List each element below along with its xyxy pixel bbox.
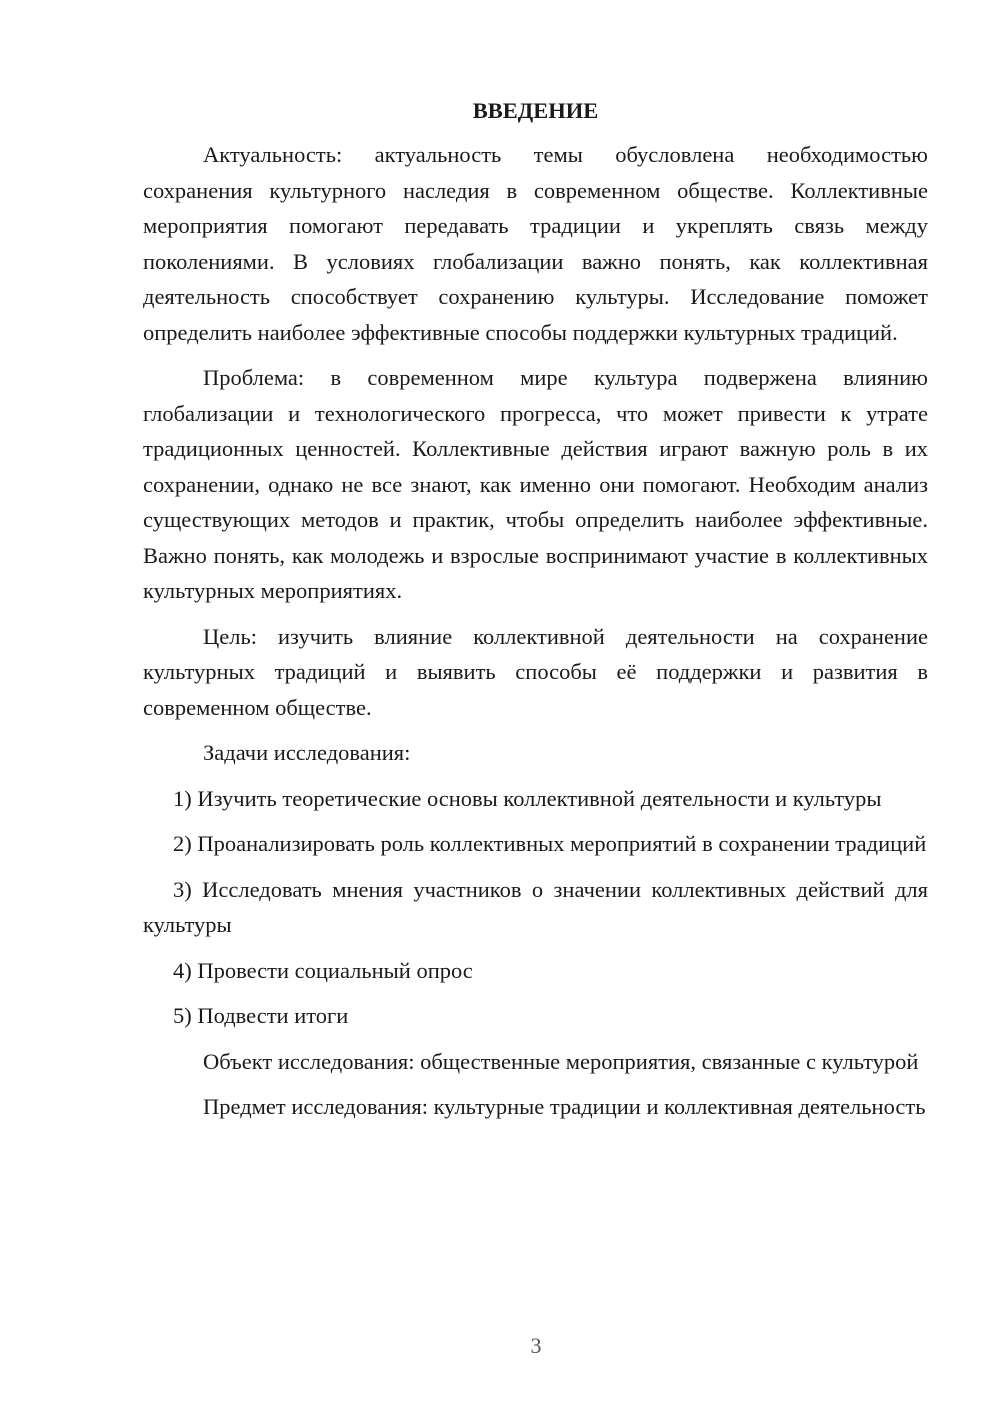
- page-content: [143, 95, 928, 1135]
- problem-paragraph: Проблема: в современном мире культура подвержена влиянию глобализации и технологического прогресса, что может привести к утрате традиционных ценностей. Коллективные действия играют важную роль в их сохранении, однако не все знают, как именно они помогают. Необходим анализ существующих методов и практик, чтобы определить наиболее эффективные. Важно понять, как молодежь и взрослые воспринимают участие в коллективных культурных мероприятиях.: [143, 365, 928, 603]
- task-item-2: 2) Проанализировать роль коллективных мероприятий в сохранении традиций: [173, 831, 927, 856]
- task-item-1: 1) Изучить теоретические основы коллективной деятельности и культуры: [173, 785, 882, 811]
- task-item-3: 3) Исследовать мнения участников о значении коллективных действий для культуры: [143, 876, 928, 937]
- page-number: 3: [530, 1333, 542, 1358]
- task-item-5: 5) Подвести итоги: [173, 1003, 349, 1028]
- page-title: ВВЕДЕНИЕ: [472, 98, 599, 123]
- research-subject-paragraph: Предмет исследования: культурные традиции и коллективная деятельность: [203, 1094, 926, 1119]
- research-object-paragraph: Объект исследования: общественные мероприятия, связанные с культурой: [203, 1048, 919, 1074]
- goal-paragraph: Цель: изучить влияние коллективной деятельности на сохранение культурных традиций и выявить способы её поддержки и развития в современном обществе.: [143, 623, 928, 720]
- relevance-paragraph: Актуальность: актуальность темы обусловлена необходимостью сохранения культурного наследия в современном обществе. Коллективные мероприятия помогают передавать традиции и укреплять связь между поколениями. В условиях глобализации важно понять, как коллективная деятельность способствует сохранению культуры. Исследование поможет определить наиболее эффективные способы поддержки культурных традиций.: [143, 142, 928, 345]
- tasks-heading: Задачи исследования:: [203, 740, 411, 765]
- task-item-4: 4) Провести социальный опрос: [173, 957, 473, 983]
